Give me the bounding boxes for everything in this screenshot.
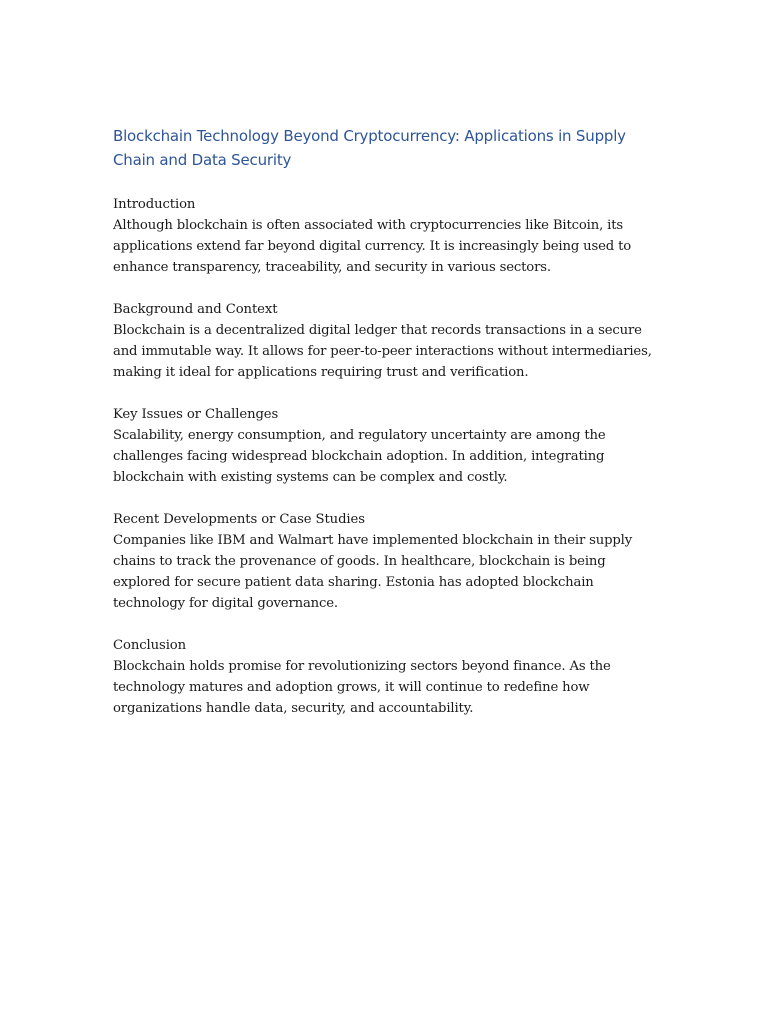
section-heading: Introduction xyxy=(113,197,196,212)
section-body: Blockchain is a decentralized digital ledger that records transactions in a secure and immutable way. It allows for peer-to-peer interactions without intermediaries, making it ideal for applications requiring trust and verification. xyxy=(113,323,652,380)
section-background xyxy=(113,299,658,383)
section-heading: Conclusion xyxy=(113,638,187,653)
section-heading: Key Issues or Challenges xyxy=(113,407,279,422)
section-conclusion xyxy=(113,635,658,719)
section-body: Although blockchain is often associated with cryptocurrencies like Bitcoin, its applications extend far beyond digital currency. It is increasingly being used to enhance transparency, traceability, and security in various sectors. xyxy=(113,218,632,275)
section-body: Companies like IBM and Walmart have implemented blockchain in their supply chains to track the provenance of goods. In healthcare, blockchain is being explored for secure patient data sharing. Estonia has adopted blockchain technology for digital governance. xyxy=(113,533,633,611)
section-heading: Recent Developments or Case Studies xyxy=(113,512,365,527)
section-challenges xyxy=(113,404,658,488)
document-content xyxy=(113,124,658,719)
section-developments xyxy=(113,509,658,614)
section-body: Blockchain holds promise for revolutionizing sectors beyond finance. As the technology matures and adoption grows, it will continue to redefine how organizations handle data, security, and accountability. xyxy=(113,659,611,716)
section-heading: Background and Context xyxy=(113,302,278,317)
document-title: Blockchain Technology Beyond Cryptocurrency: Applications in Supply Chain and Data Security xyxy=(113,127,626,169)
section-body: Scalability, energy consumption, and regulatory uncertainty are among the challenges facing widespread blockchain adoption. In addition, integrating blockchain with existing systems can be complex and costly. xyxy=(113,428,606,485)
section-introduction xyxy=(113,194,658,278)
